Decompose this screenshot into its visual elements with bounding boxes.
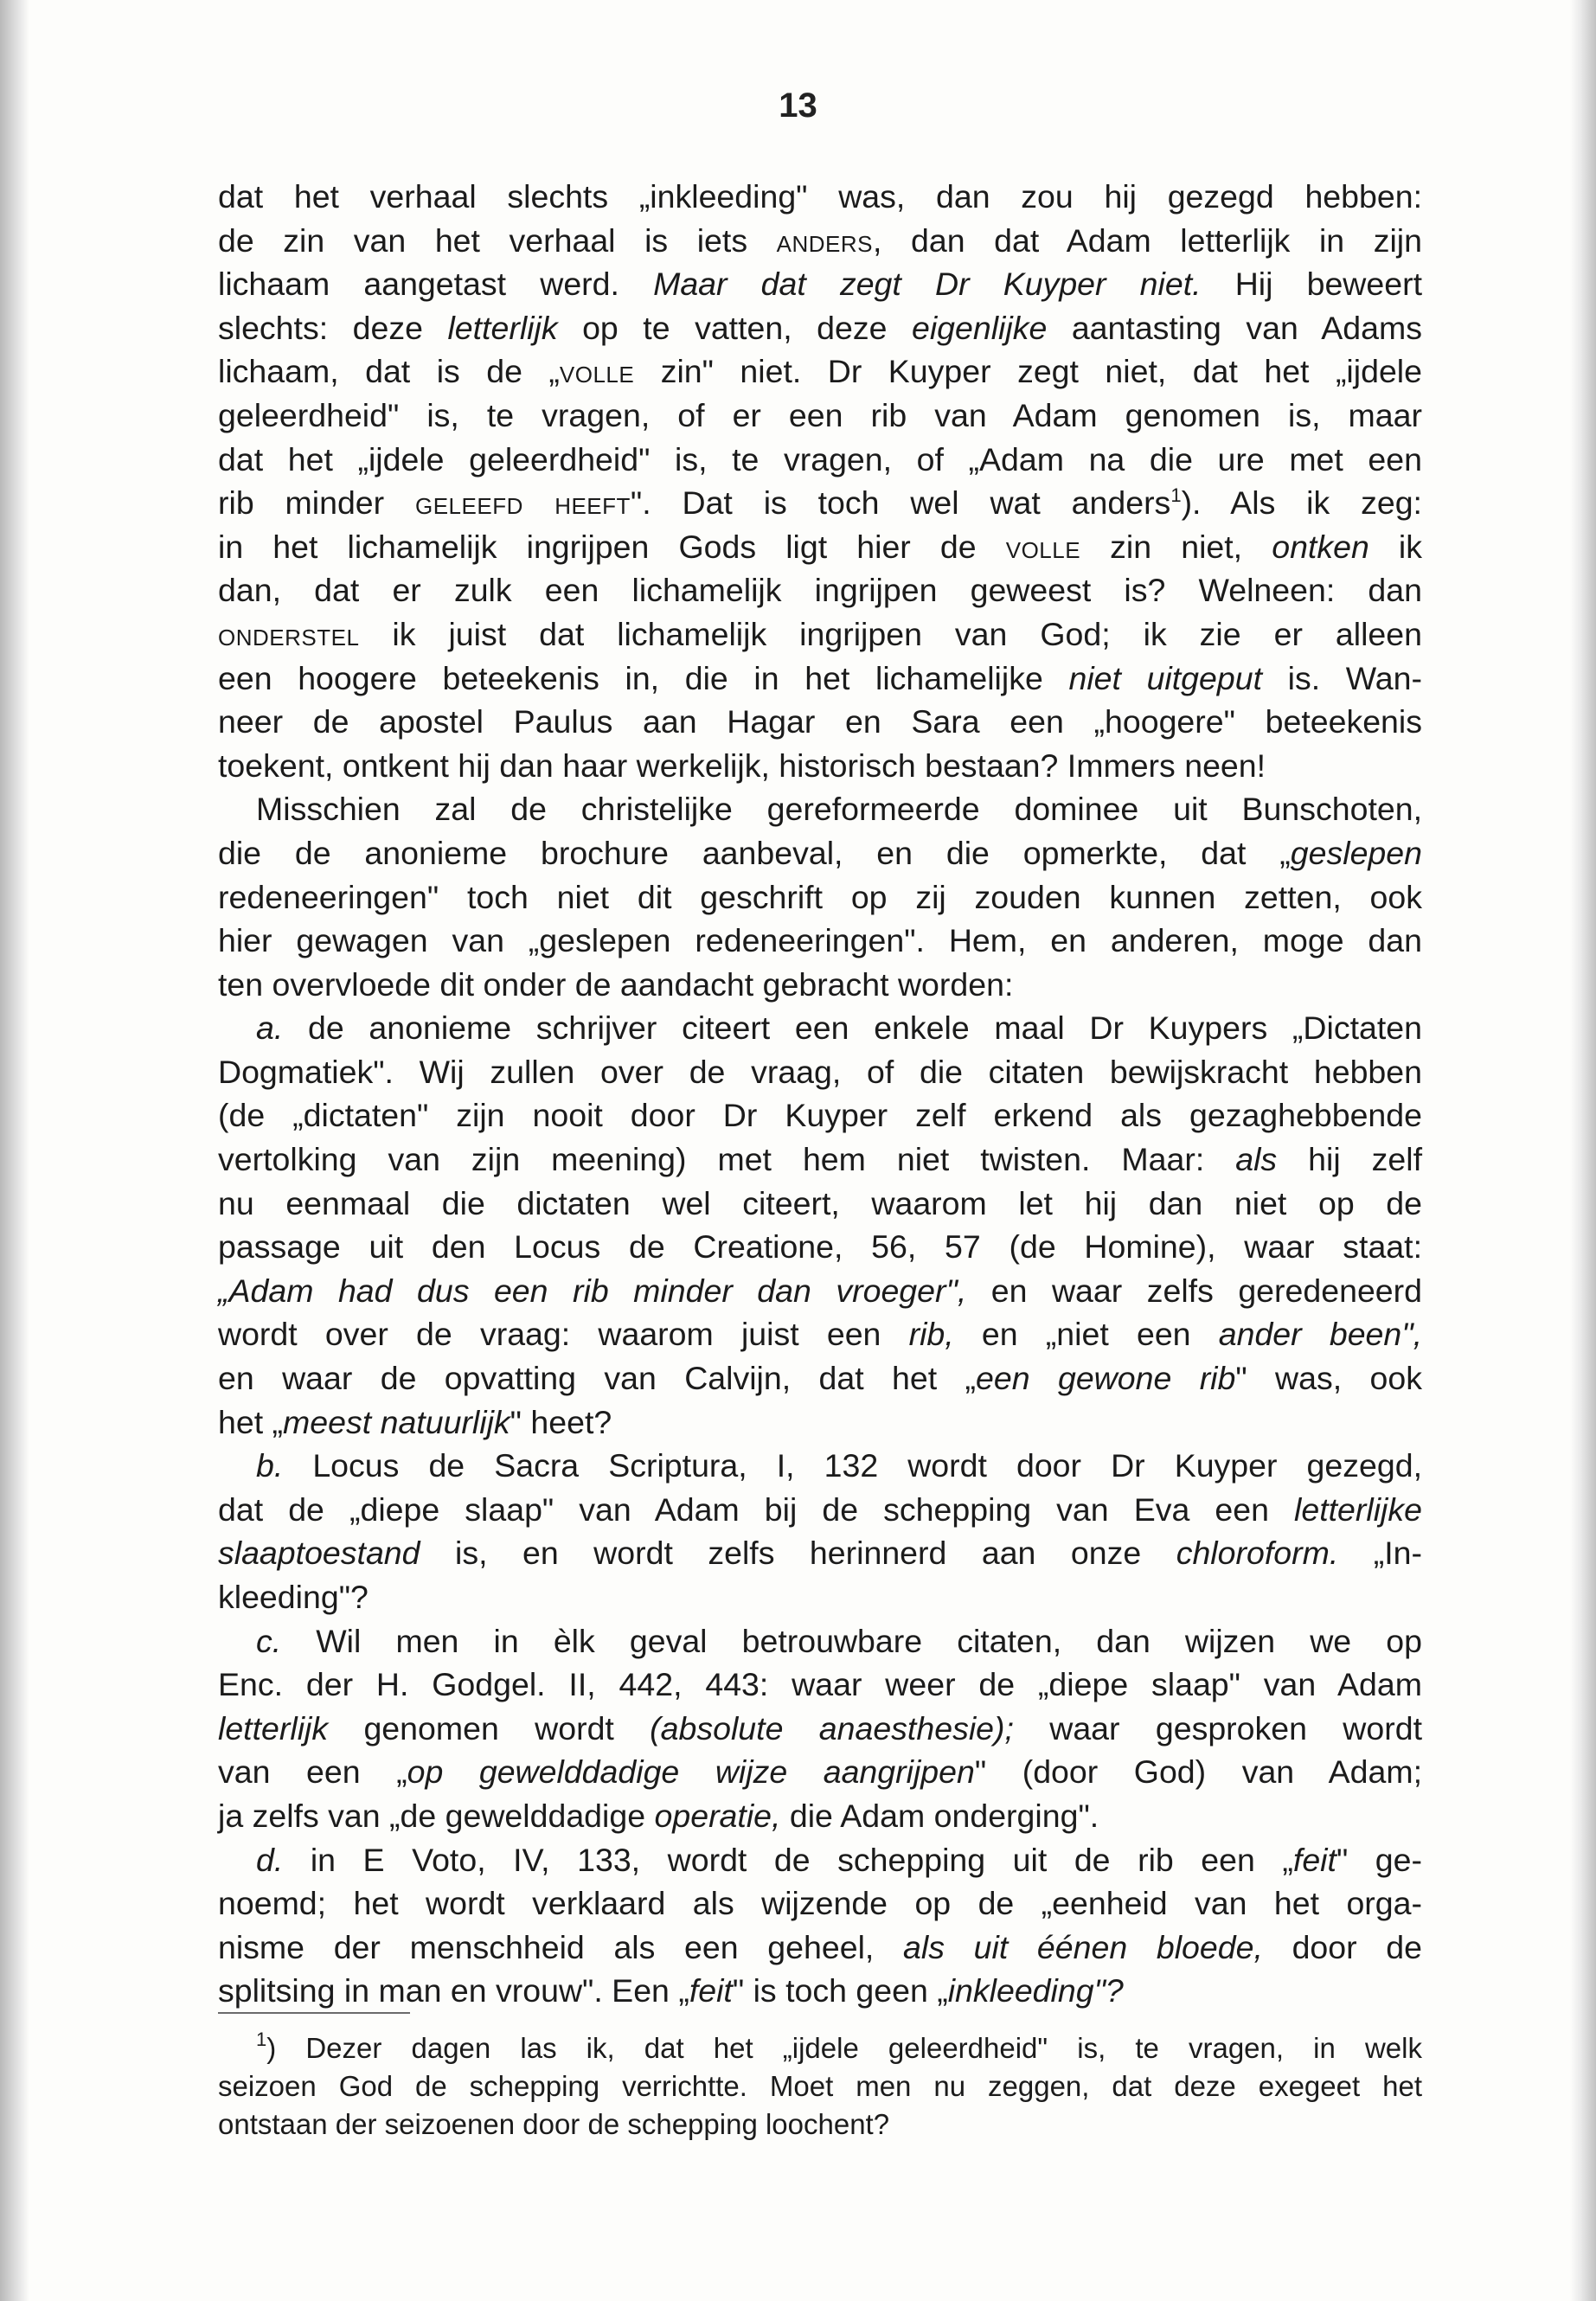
text-line: toekent, ontkent hij dan haar werkelijk, historisch bestaan? Immers neen!	[218, 747, 1266, 784]
text-line: ja zelfs van „de gewelddadige operatie, die Adam onderging".	[218, 1797, 1099, 1834]
text-line: en waar de opvatting van Calvijn, dat het „een gewone rib" was, ook	[218, 1360, 1422, 1397]
text-line: dan, dat er zulk een lichamelijk ingrijpen geweest is? Welneen: dan	[218, 572, 1422, 609]
page-number: 13	[779, 87, 817, 125]
text-line: neer de apostel Paulus aan Hagar en Sara een „hoogere" beteekenis	[218, 703, 1422, 740]
text-line: van een „op gewelddadige wijze aangrijpen" (door God) van Adam;	[218, 1753, 1423, 1791]
text-line: Dogmatiek". Wij zullen over de vraag, of die citaten bewijskracht hebben	[218, 1053, 1422, 1090]
text-line: noemd; het wordt verklaard als wijzende op de „eenheid van het orga-	[218, 1885, 1422, 1922]
text-line: kleeding"?	[218, 1579, 369, 1615]
text-line: die de anonieme brochure aanbeval, en die opmerkte, dat „geslepen	[218, 834, 1422, 871]
footnote-reference: 1	[1170, 484, 1182, 507]
text-line: slaaptoestand is, en wordt zelfs herinnerd aan onze chloroform. „In-	[218, 1535, 1422, 1572]
text-line: dat het „ijdele geleerdheid" is, te vragen, of „Adam na die ure met een	[218, 440, 1422, 478]
text-line: splitsing in man en vrouw". Een „feit" is toch geen „inkleeding"?	[218, 1972, 1124, 2009]
page-edge-right	[1570, 0, 1596, 2301]
text-line: a. de anonieme schrijver citeert een enkele maal Dr Kuypers „Dictaten	[256, 1009, 1422, 1047]
page-edge-left	[0, 0, 29, 2301]
text-line: letterlijk genomen wordt (absolute anaesthesie); waar gesproken wordt	[218, 1709, 1422, 1747]
text-line: b. Locus de Sacra Scriptura, I, 132 wordt door Dr Kuyper gezegd,	[256, 1447, 1422, 1484]
body-text	[218, 175, 1422, 2013]
text-line: dat de „diepe slaap" van Adam bij de schepping van Eva een letterlijke	[218, 1490, 1422, 1528]
text-line: lichaam aangetast werd. Maar dat zegt Dr Kuyper niet. Hij beweert	[218, 266, 1422, 303]
text-line: de zin van het verhaal is iets anders, dan dat Adam letterlijk in zijn	[218, 221, 1422, 259]
footnote-marker: 1	[256, 2029, 267, 2050]
text-line: lichaam, dat is de „volle zin" niet. Dr Kuyper zegt niet, dat het „ijdele	[218, 353, 1422, 390]
text-line: vertolking van zijn meening) met hem niet twisten. Maar: als hij zelf	[218, 1141, 1422, 1178]
text-line: geleerdheid" is, te vragen, of er een rib van Adam genomen is, maar	[218, 396, 1422, 433]
text-line: Enc. der H. Godgel. II, 442, 443: waar weer de „diepe slaap" van Adam	[218, 1666, 1422, 1703]
text-line: slechts: deze letterlijk op te vatten, deze eigenlijke aantasting van Adams	[218, 309, 1422, 346]
text-line: dat het verhaal slechts „inkleeding" was, dan zou hij gezegd hebben:	[218, 178, 1422, 215]
text-line: d. in E Voto, IV, 133, wordt de schepping uit de rib een „feit" ge-	[256, 1841, 1422, 1878]
text-line: wordt over de vraag: waarom juist een rib, en „niet een ander been",	[218, 1316, 1422, 1353]
text-line: „Adam had dus een rib minder dan vroeger", en waar zelfs geredeneerd	[218, 1272, 1422, 1309]
text-line: onderstel ik juist dat lichamelijk ingrijpen van God; ik zie er alleen	[218, 615, 1422, 652]
text-line: redeneeringen" toch niet dit geschrift op zij zouden kunnen zetten, ook	[218, 878, 1422, 915]
footnote-line: $^1$) Dezer dagen las ik, dat het „ijdele geleerdheid" is, te vragen, in welk	[256, 2029, 1422, 2064]
footnote-line: seizoen God de schepping verrichtte. Moet men nu zeggen, dat deze exegeet het	[218, 2070, 1422, 2102]
text-line: hier gewagen van „geslepen redeneeringen". Hem, en anderen, moge dan	[218, 922, 1422, 959]
text-line: rib minder geleefd heeft". Dat is toch wel wat anders$^1$). Als ik zeg:	[218, 484, 1422, 522]
footnote	[218, 2029, 1422, 2144]
text-line: c. Wil men in èlk geval betrouwbare citaten, dan wijzen we op	[256, 1622, 1422, 1659]
text-line: passage uit den Locus de Creatione, 56, 57 (de Homine), waar staat:	[218, 1228, 1422, 1266]
text-line: nu eenmaal die dictaten wel citeert, waarom let hij dan niet op de	[218, 1184, 1422, 1221]
text-line: een hoogere beteekenis in, die in het lichamelijke niet uitgeput is. Wan-	[218, 659, 1422, 696]
text-line: (de „dictaten" zijn nooit door Dr Kuyper zelf erkend als gezaghebbende	[218, 1097, 1422, 1134]
text-line: het „meest natuurlijk" heet?	[218, 1403, 612, 1440]
footnote-line: ontstaan der seizoenen door de schepping loochent?	[218, 2108, 890, 2140]
text-line: nisme der menschheid als een geheel, als uit éénen bloede, door de	[218, 1928, 1423, 1965]
text-line: in het lichamelijk ingrijpen Gods ligt hier de volle zin niet, ontken ik	[218, 528, 1423, 565]
text-line: Misschien zal de christelijke gereformeerde dominee uit Bunschoten,	[256, 791, 1422, 828]
text-line: ten overvloede dit onder de aandacht gebracht worden:	[218, 965, 1014, 1003]
footnote-divider	[218, 2012, 410, 2014]
